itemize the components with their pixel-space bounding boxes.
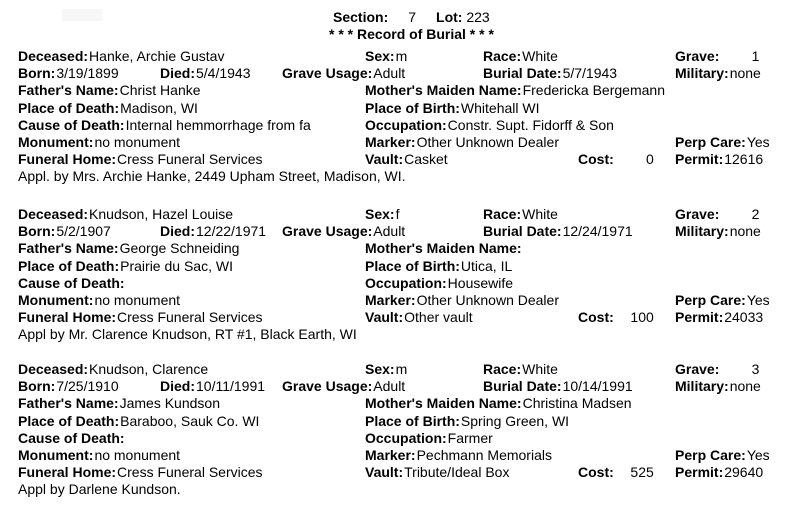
perp-care-label: Perp Care: — [675, 134, 746, 150]
grave-field — [675, 48, 800, 65]
funeral-home-value: Cress Funeral Services — [117, 151, 263, 168]
burial-date-label: Burial Date: — [483, 65, 562, 82]
born-value: 3/19/1899 — [56, 65, 119, 82]
sex-label: Sex: — [365, 48, 395, 64]
grave-field — [675, 206, 800, 223]
marker-value: Other Unknown Dealer — [416, 292, 559, 308]
funeral-home-label: Funeral Home: — [18, 151, 117, 168]
vault-field — [365, 464, 540, 481]
grave-usage-label: Grave Usage: — [282, 223, 373, 240]
deceased-value: Hanke, Archie Gustav — [89, 48, 225, 64]
perp-care-value: Yes — [746, 447, 770, 463]
mother-field — [365, 82, 700, 99]
marker-value: Other Unknown Dealer — [416, 134, 559, 150]
perp-care-field — [675, 134, 800, 151]
occupation-value: Constr. Supt. Fidorff & Son — [447, 116, 614, 133]
deceased-field — [18, 206, 363, 223]
cost-label: Cost: — [578, 151, 614, 168]
section-value: 7 — [408, 9, 417, 25]
monument-value: no monument — [94, 134, 181, 150]
place-birth-value: Whitehall WI — [460, 99, 540, 116]
place-death-value: Madison, WI — [120, 99, 198, 116]
perp-care-field — [675, 292, 800, 309]
vault-field — [365, 151, 540, 168]
cost-value: 525 — [630, 464, 654, 481]
permit-value: 24033 — [724, 309, 764, 326]
place-death-value: Prairie du Sac, WI — [120, 257, 233, 274]
permit-label: Permit: — [675, 151, 724, 168]
father-field — [18, 395, 363, 412]
monument-label: Monument: — [18, 292, 94, 308]
sex-value: f — [395, 206, 400, 222]
race-field — [483, 206, 658, 223]
perp-care-value: Yes — [746, 292, 770, 308]
military-field — [675, 223, 800, 240]
sex-field — [365, 206, 475, 223]
cause-field — [18, 430, 318, 447]
place-death-field — [18, 413, 363, 430]
permit-field — [675, 151, 800, 168]
place-birth-label: Place of Birth: — [365, 257, 460, 274]
deceased-field — [18, 361, 363, 378]
born-field — [18, 223, 158, 240]
born-field — [18, 378, 158, 395]
burial-date-field — [483, 65, 643, 82]
sex-field — [365, 361, 475, 378]
application-note: Appl by Darlene Kundson. — [18, 481, 181, 498]
funeral-home-field — [18, 309, 363, 326]
monument-field — [18, 292, 318, 309]
father-value: James Kundson — [119, 395, 220, 412]
grave-usage-value: Adult — [373, 223, 406, 240]
cause-field — [18, 275, 318, 292]
mother-field — [365, 395, 700, 412]
place-birth-value: Utica, IL — [460, 257, 513, 274]
funeral-home-field — [18, 464, 363, 481]
funeral-home-field — [18, 151, 363, 168]
grave-usage-field — [282, 65, 437, 82]
father-value: George Schneiding — [119, 240, 240, 257]
grave-value: 3 — [751, 361, 760, 377]
died-label: Died: — [160, 223, 195, 240]
monument-field — [18, 447, 318, 464]
mother-label: Mother's Maiden Name: — [365, 240, 522, 257]
grave-usage-label: Grave Usage: — [282, 65, 373, 82]
marker-field — [365, 292, 570, 309]
vault-value: Casket — [404, 151, 448, 168]
section-header — [333, 9, 490, 25]
monument-value: no monument — [94, 292, 181, 308]
father-field — [18, 240, 363, 257]
occupation-value: Housewife — [447, 274, 514, 291]
occupation-field — [365, 117, 700, 134]
grave-value: 2 — [751, 206, 760, 222]
race-field — [483, 361, 658, 378]
marker-value: Pechmann Memorials — [416, 447, 552, 463]
place-death-field — [18, 258, 363, 275]
occupation-field — [365, 430, 700, 447]
marker-field — [365, 447, 570, 464]
mother-field — [365, 240, 700, 257]
military-label: Military: — [675, 223, 729, 240]
grave-usage-label: Grave Usage: — [282, 378, 373, 395]
perp-care-value: Yes — [746, 134, 770, 150]
race-field — [483, 48, 658, 65]
cause-label: Cause of Death: — [18, 274, 125, 291]
died-label: Died: — [160, 65, 195, 82]
application-note: Appl. by Mrs. Archie Hanke, 2449 Upham Street, Madison, WI. — [18, 168, 406, 185]
deceased-label: Deceased: — [18, 206, 89, 222]
marker-field — [365, 134, 570, 151]
burial-date-field — [483, 378, 643, 395]
place-birth-field — [365, 413, 700, 430]
blank-corner — [62, 9, 102, 21]
died-label: Died: — [160, 378, 195, 395]
grave-label: Grave: — [675, 48, 720, 64]
military-field — [675, 65, 800, 82]
father-label: Father's Name: — [18, 395, 119, 412]
military-value: none — [729, 378, 761, 395]
died-value: 10/11/1991 — [196, 378, 266, 395]
born-value: 5/2/1907 — [56, 223, 111, 240]
perp-care-field — [675, 447, 800, 464]
born-value: 7/25/1910 — [56, 378, 119, 395]
permit-field — [675, 309, 800, 326]
burial-date-label: Burial Date: — [483, 223, 562, 240]
lot-label: Lot: — [436, 9, 463, 25]
cause-field — [18, 117, 318, 134]
place-birth-field — [365, 100, 700, 117]
born-label: Born: — [18, 378, 56, 395]
place-birth-label: Place of Birth: — [365, 99, 460, 116]
died-field — [160, 65, 280, 82]
application-note: Appl by Mr. Clarence Knudson, RT #1, Black Earth, WI — [18, 326, 357, 343]
military-value: none — [729, 65, 761, 82]
funeral-home-value: Cress Funeral Services — [117, 309, 263, 326]
place-death-field — [18, 100, 363, 117]
born-label: Born: — [18, 65, 56, 82]
mother-label: Mother's Maiden Name: — [365, 82, 522, 99]
grave-usage-field — [282, 378, 437, 395]
deceased-value: Knudson, Clarence — [89, 361, 209, 377]
burial-record — [18, 206, 798, 361]
cost-label: Cost: — [578, 464, 614, 481]
born-field — [18, 65, 158, 82]
burial-date-field — [483, 223, 643, 240]
father-field — [18, 82, 363, 99]
cost-field — [578, 464, 663, 481]
permit-label: Permit: — [675, 464, 724, 481]
sex-field — [365, 48, 475, 65]
father-value: Christ Hanke — [119, 82, 201, 99]
cause-label: Cause of Death: — [18, 429, 125, 446]
grave-usage-value: Adult — [373, 378, 406, 395]
marker-label: Marker: — [365, 134, 416, 150]
father-label: Father's Name: — [18, 240, 119, 257]
military-field — [675, 378, 800, 395]
died-value: 12/22/1971 — [196, 223, 267, 240]
occupation-value: Farmer — [447, 429, 493, 446]
burial-record — [18, 48, 798, 203]
occupation-label: Occupation: — [365, 116, 447, 133]
military-value: none — [729, 223, 761, 240]
race-value: White — [522, 48, 558, 64]
deceased-field — [18, 48, 363, 65]
grave-label: Grave: — [675, 361, 720, 377]
grave-value: 1 — [751, 48, 760, 64]
marker-label: Marker: — [365, 292, 416, 308]
mother-value: Christina Madsen — [522, 395, 632, 412]
vault-label: Vault: — [365, 151, 404, 168]
marker-label: Marker: — [365, 447, 416, 463]
occupation-label: Occupation: — [365, 429, 447, 446]
place-birth-value: Spring Green, WI — [460, 412, 570, 429]
occupation-label: Occupation: — [365, 274, 447, 291]
permit-label: Permit: — [675, 309, 724, 326]
deceased-value: Knudson, Hazel Louise — [89, 206, 234, 222]
cost-field — [578, 309, 663, 326]
deceased-label: Deceased: — [18, 361, 89, 377]
sex-value: m — [395, 361, 408, 377]
vault-value: Other vault — [404, 309, 473, 326]
occupation-field — [365, 275, 700, 292]
cause-value: Internal hemmorrhage from fa — [125, 116, 311, 133]
race-label: Race: — [483, 361, 522, 377]
died-field — [160, 378, 280, 395]
monument-label: Monument: — [18, 447, 94, 463]
cost-value: 0 — [645, 151, 654, 168]
permit-value: 12616 — [724, 151, 764, 168]
page-title: * * * Record of Burial * * * — [329, 26, 494, 42]
place-death-label: Place of Death: — [18, 257, 120, 274]
monument-field — [18, 134, 318, 151]
burial-date-value: 5/7/1943 — [562, 65, 618, 82]
vault-label: Vault: — [365, 464, 404, 481]
mother-value: Fredericka Bergemann — [522, 82, 665, 99]
race-value: White — [522, 206, 558, 222]
mother-label: Mother's Maiden Name: — [365, 395, 522, 412]
cost-field — [578, 151, 663, 168]
burial-date-value: 10/14/1991 — [562, 378, 633, 395]
grave-label: Grave: — [675, 206, 720, 222]
cost-label: Cost: — [578, 309, 614, 326]
place-death-label: Place of Death: — [18, 412, 120, 429]
place-death-label: Place of Death: — [18, 99, 120, 116]
grave-usage-value: Adult — [373, 65, 406, 82]
race-value: White — [522, 361, 558, 377]
place-birth-label: Place of Birth: — [365, 412, 460, 429]
died-field — [160, 223, 280, 240]
burial-record — [18, 361, 798, 516]
vault-field — [365, 309, 540, 326]
funeral-home-label: Funeral Home: — [18, 464, 117, 481]
monument-label: Monument: — [18, 134, 94, 150]
burial-date-value: 12/24/1971 — [562, 223, 633, 240]
race-label: Race: — [483, 48, 522, 64]
lot-value: 223 — [466, 9, 490, 25]
vault-value: Tribute/Ideal Box — [404, 464, 510, 481]
permit-field — [675, 464, 800, 481]
sex-value: m — [395, 48, 408, 64]
died-value: 5/4/1943 — [196, 65, 251, 82]
perp-care-label: Perp Care: — [675, 292, 746, 308]
permit-value: 29640 — [724, 464, 764, 481]
place-birth-field — [365, 258, 700, 275]
grave-field — [675, 361, 800, 378]
monument-value: no monument — [94, 447, 181, 463]
deceased-label: Deceased: — [18, 48, 89, 64]
place-death-value: Baraboo, Sauk Co. WI — [120, 412, 260, 429]
born-label: Born: — [18, 223, 56, 240]
funeral-home-label: Funeral Home: — [18, 309, 117, 326]
vault-label: Vault: — [365, 309, 404, 326]
section-label: Section: — [333, 9, 389, 25]
burial-date-label: Burial Date: — [483, 378, 562, 395]
grave-usage-field — [282, 223, 437, 240]
sex-label: Sex: — [365, 361, 395, 377]
perp-care-label: Perp Care: — [675, 447, 746, 463]
cause-label: Cause of Death: — [18, 116, 125, 133]
father-label: Father's Name: — [18, 82, 119, 99]
cost-value: 100 — [630, 309, 654, 326]
military-label: Military: — [675, 378, 729, 395]
funeral-home-value: Cress Funeral Services — [117, 464, 263, 481]
sex-label: Sex: — [365, 206, 395, 222]
race-label: Race: — [483, 206, 522, 222]
military-label: Military: — [675, 65, 729, 82]
